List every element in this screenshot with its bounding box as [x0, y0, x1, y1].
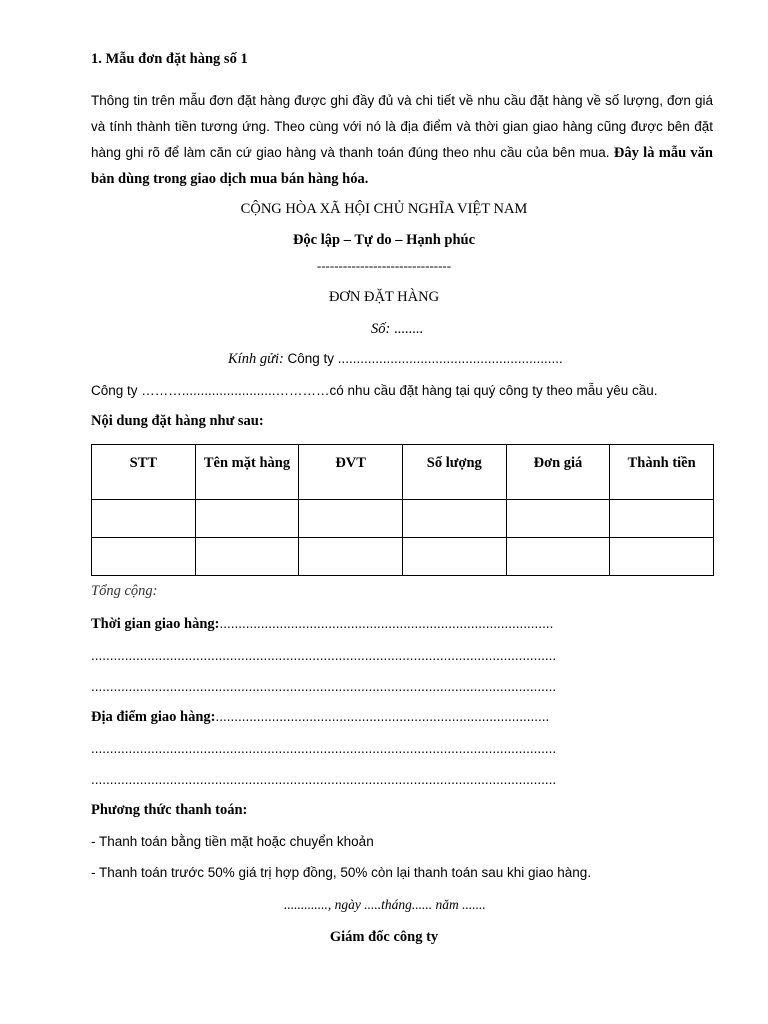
order-table — [91, 444, 714, 576]
table-cell[interactable] — [402, 500, 506, 538]
company-line: Công ty ……….........................…………có nhu cầu đặt hàng tại quý công ty theo mẫu yêu cầu. — [91, 383, 658, 398]
table-cell[interactable] — [299, 538, 403, 576]
payment-item-1: - Thanh toán bằng tiền mặt hoặc chuyển khoản — [91, 834, 374, 849]
table-cell[interactable] — [92, 538, 196, 576]
national-title: CỘNG HÒA XÃ HỘI CHỦ NGHĨA VIỆT NAM — [240, 201, 528, 217]
signature-title: Giám đốc công ty — [329, 929, 439, 945]
content-label: Nội dung đặt hàng như sau: — [91, 413, 264, 429]
motto: Độc lập – Tự do – Hạnh phúc — [292, 232, 476, 248]
number-value: ........ — [393, 321, 423, 337]
header-stt: STT — [92, 445, 196, 500]
total-label: Tổng cộng: — [91, 583, 158, 599]
table-cell[interactable] — [610, 500, 714, 538]
header-item-name: Tên mặt hàng — [195, 445, 299, 500]
table-header-row — [92, 445, 714, 500]
table-cell[interactable] — [195, 538, 299, 576]
table-cell[interactable] — [402, 538, 506, 576]
delivery-time-dots[interactable]: ......................................................................................... — [219, 616, 554, 631]
table-row — [92, 500, 714, 538]
separator-line: ------------------------------- — [316, 258, 452, 273]
recipient-label: Kính gửi: — [228, 351, 284, 367]
header-amount: Thành tiền — [610, 445, 714, 500]
delivery-place-dots-line[interactable]: ............................................................................................................................ — [91, 741, 557, 756]
table-cell[interactable] — [506, 500, 610, 538]
payment-label: Phương thức thanh toán: — [91, 802, 248, 818]
table-cell[interactable] — [299, 500, 403, 538]
table-cell[interactable] — [92, 500, 196, 538]
delivery-place-label: Địa điểm giao hàng: — [91, 709, 216, 725]
table-cell[interactable] — [506, 538, 610, 576]
table-cell[interactable] — [610, 538, 714, 576]
number-label: Số: — [371, 321, 391, 337]
intro-text: Thông tin trên mẫu đơn đặt hàng được ghi đầy đủ và chi tiết về nhu cầu đặt hàng về số lượng, đơn giá và tính thành tiền tương ứng. Theo cùng với nó là địa điểm và thời gian giao hàng cũng được bên đặt hàng ghi rõ để làm căn cứ giao hàng và thanh toán đúng theo nhu cầu của bên mua. — [91, 93, 713, 160]
intro-paragraph — [91, 88, 713, 192]
intro-bold-text: Đây là mẫu văn bản dùng trong giao dịch mua bán hàng hóa. — [91, 145, 713, 187]
delivery-place-line — [91, 710, 549, 725]
recipient-line — [228, 352, 563, 367]
delivery-place-dots-line[interactable]: ............................................................................................................................ — [91, 772, 557, 787]
table-cell[interactable] — [195, 500, 299, 538]
header-unit: ĐVT — [299, 445, 403, 500]
recipient-value: Công ty ............................................................ — [287, 351, 563, 366]
header-quantity: Số lượng — [402, 445, 506, 500]
delivery-time-dots-line[interactable]: ............................................................................................................................ — [91, 648, 557, 663]
delivery-time-line — [91, 617, 553, 632]
delivery-time-label: Thời gian giao hàng: — [91, 616, 220, 632]
header-unit-price: Đơn giá — [506, 445, 610, 500]
section-heading: 1. Mẫu đơn đặt hàng số 1 — [91, 51, 248, 67]
number-field — [371, 322, 423, 337]
date-line: ............., ngày .....tháng...... năm ....... — [284, 897, 486, 912]
table-row — [92, 538, 714, 576]
delivery-time-dots-line[interactable]: ............................................................................................................................ — [91, 679, 557, 694]
payment-item-2: - Thanh toán trước 50% giá trị hợp đồng, 50% còn lại thanh toán sau khi giao hàng. — [91, 865, 592, 880]
delivery-place-dots[interactable]: ......................................................................................... — [215, 709, 550, 724]
form-title: ĐƠN ĐẶT HÀNG — [328, 289, 440, 305]
